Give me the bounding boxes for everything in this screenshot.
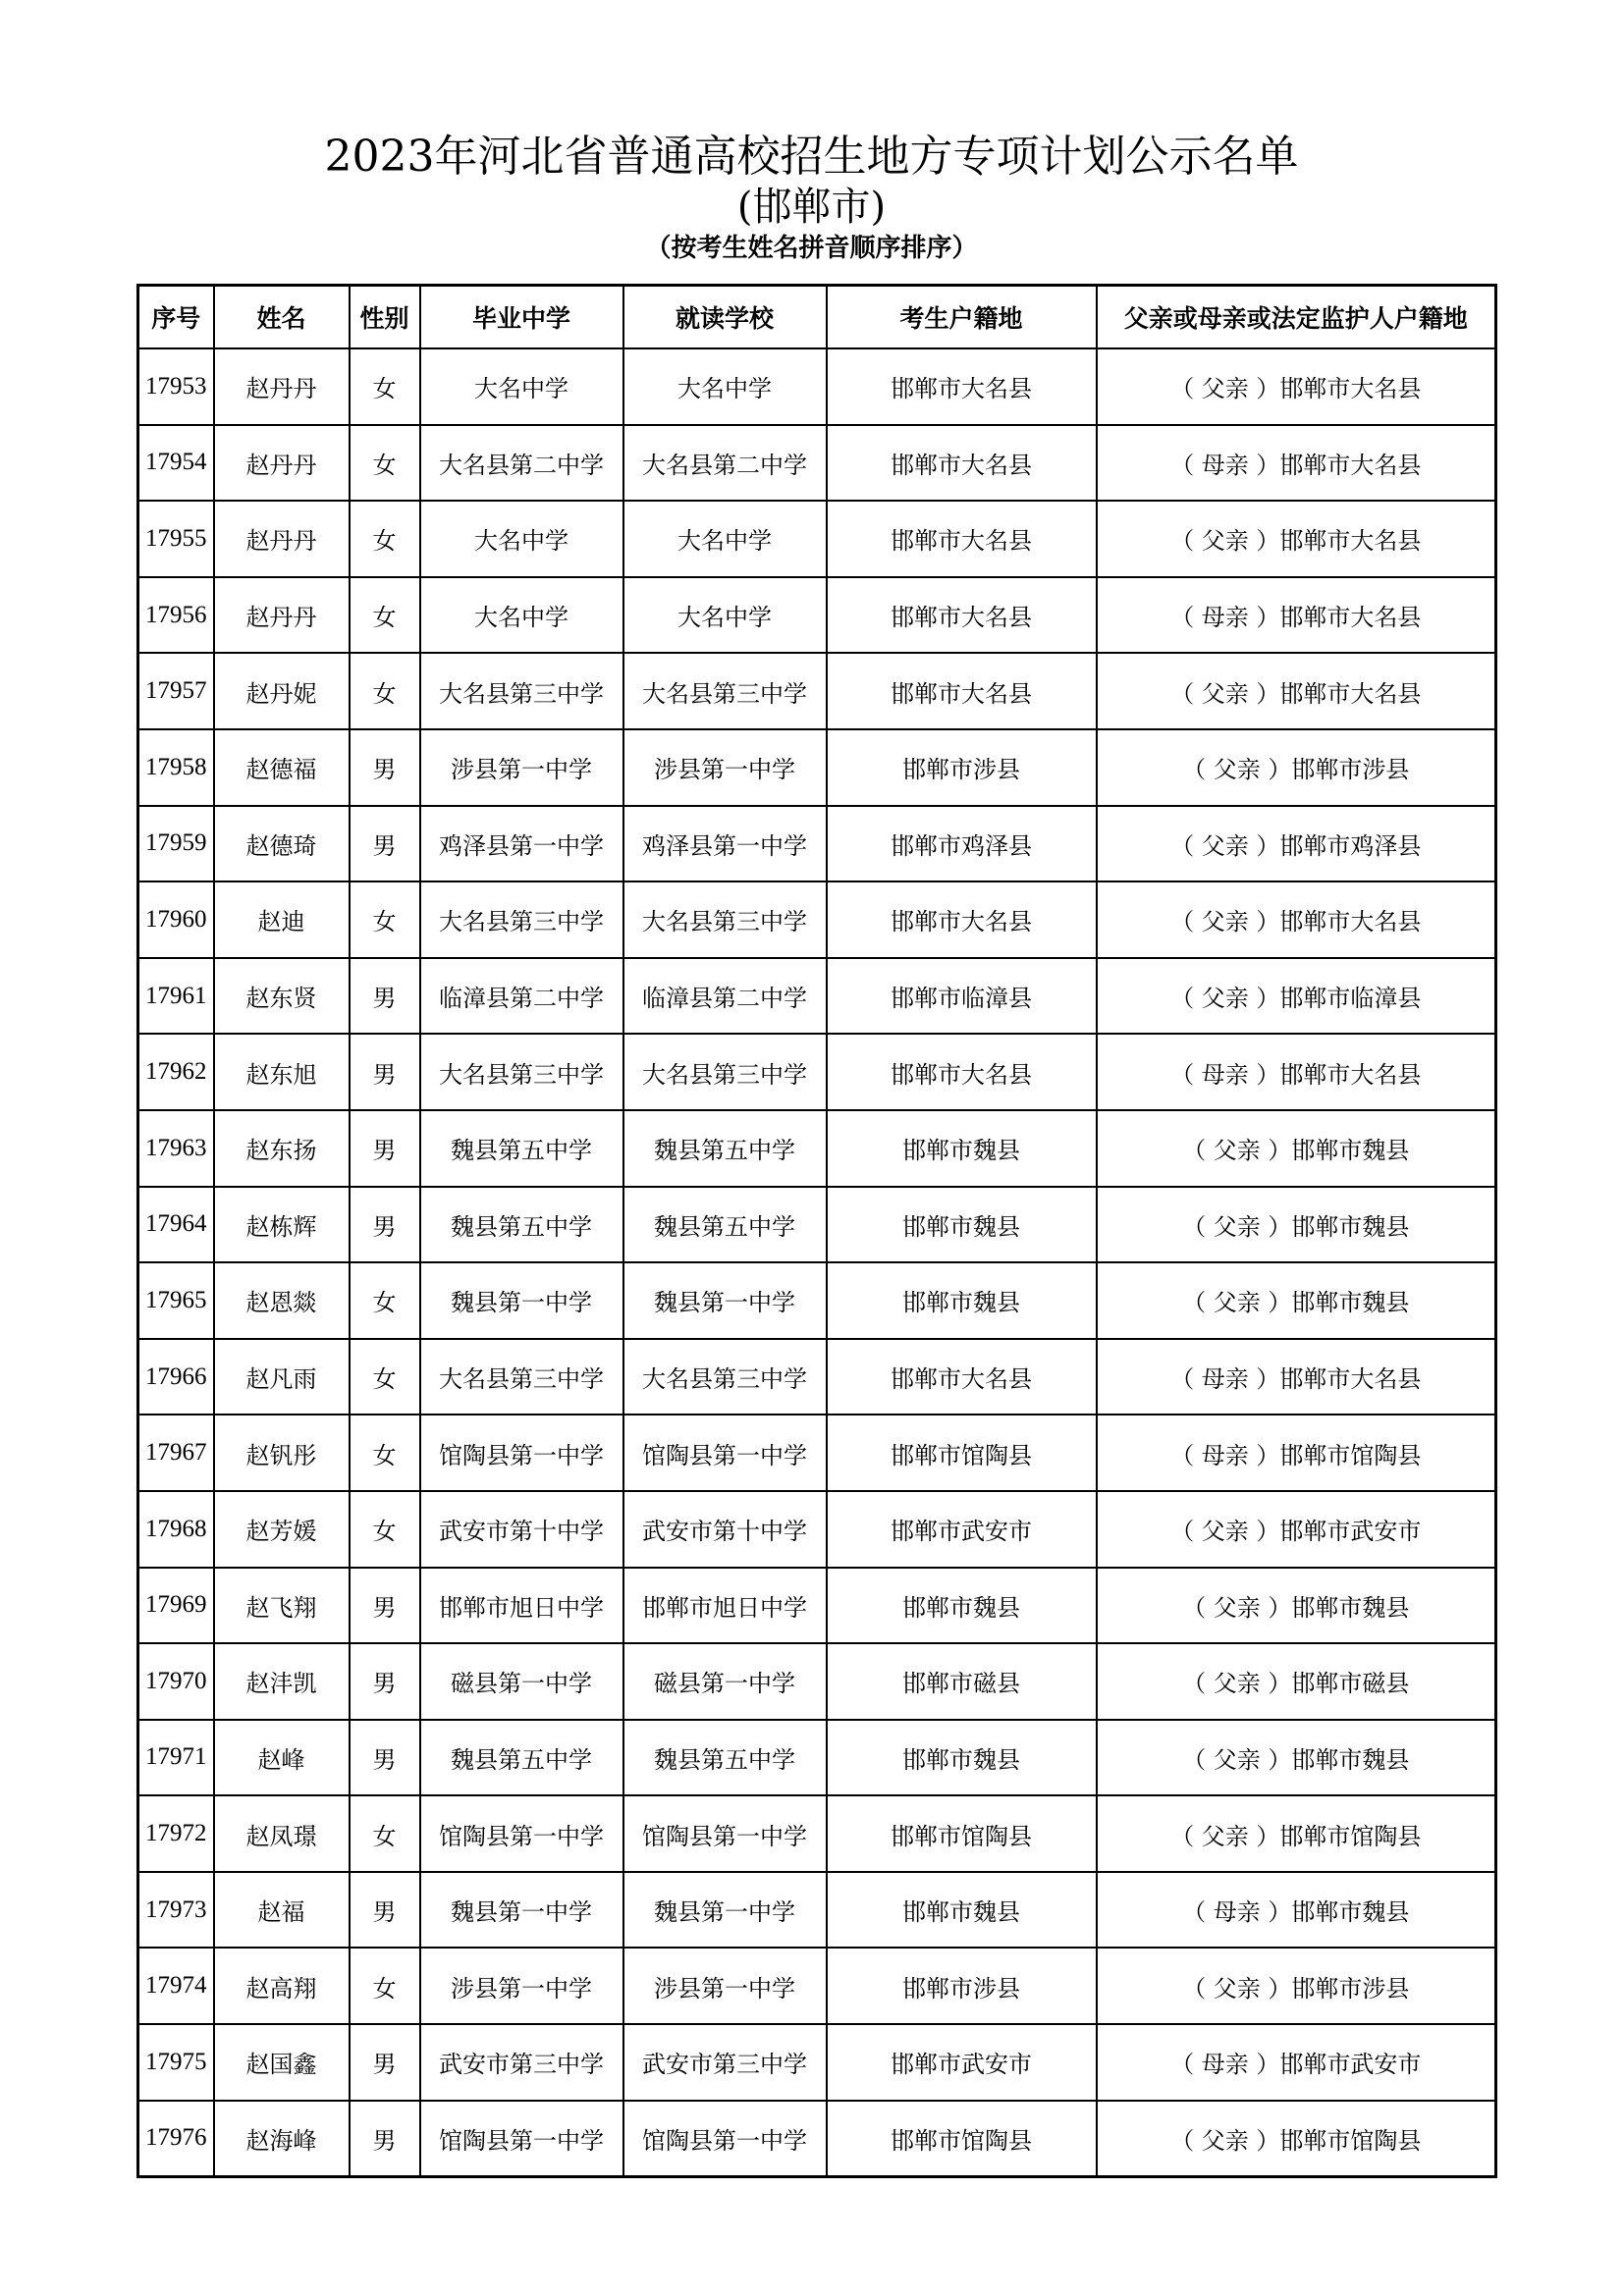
cell-id: 17967 <box>138 1415 214 1491</box>
cell-guardian: （ 父亲 ）邯郸市大名县 <box>1097 501 1496 577</box>
cell-id: 17975 <box>138 2024 214 2101</box>
cell-current-school: 武安市第三中学 <box>623 2024 827 2101</box>
cell-grad-school: 魏县第五中学 <box>420 1110 623 1187</box>
cell-gender: 女 <box>350 501 420 577</box>
cell-hukou: 邯郸市大名县 <box>827 1034 1097 1110</box>
cell-guardian: （ 母亲 ）邯郸市馆陶县 <box>1097 1415 1496 1491</box>
cell-name: 赵东旭 <box>214 1034 350 1110</box>
cell-guardian: （ 父亲 ）邯郸市武安市 <box>1097 1491 1496 1568</box>
cell-guardian: （ 父亲 ）邯郸市魏县 <box>1097 1110 1496 1187</box>
column-header-current-school: 就读学校 <box>623 286 827 349</box>
cell-hukou: 邯郸市涉县 <box>827 1948 1097 2024</box>
cell-gender: 女 <box>350 577 420 654</box>
cell-guardian: （ 父亲 ）邯郸市涉县 <box>1097 1948 1496 2024</box>
cell-gender: 女 <box>350 1491 420 1568</box>
cell-current-school: 邯郸市旭日中学 <box>623 1568 827 1644</box>
cell-id: 17974 <box>138 1948 214 2024</box>
table-row <box>138 729 1496 806</box>
cell-name: 赵丹丹 <box>214 577 350 654</box>
cell-guardian: （ 母亲 ）邯郸市大名县 <box>1097 1034 1496 1110</box>
cell-id: 17958 <box>138 729 214 806</box>
cell-id: 17973 <box>138 1872 214 1949</box>
cell-hukou: 邯郸市大名县 <box>827 881 1097 958</box>
cell-hukou: 邯郸市馆陶县 <box>827 2101 1097 2177</box>
cell-id: 17964 <box>138 1187 214 1263</box>
cell-grad-school: 馆陶县第一中学 <box>420 1795 623 1872</box>
cell-gender: 女 <box>350 1339 420 1415</box>
cell-guardian: （ 父亲 ）邯郸市魏县 <box>1097 1187 1496 1263</box>
cell-name: 赵海峰 <box>214 2101 350 2177</box>
cell-id: 17954 <box>138 425 214 502</box>
cell-grad-school: 大名县第三中学 <box>420 653 623 729</box>
cell-grad-school: 武安市第三中学 <box>420 2024 623 2101</box>
cell-current-school: 大名中学 <box>623 348 827 425</box>
cell-current-school: 临漳县第二中学 <box>623 958 827 1035</box>
cell-id: 17960 <box>138 881 214 958</box>
cell-id: 17956 <box>138 577 214 654</box>
cell-current-school: 大名县第三中学 <box>623 1339 827 1415</box>
table-row <box>138 1948 1496 2024</box>
cell-id: 17966 <box>138 1339 214 1415</box>
cell-guardian: （ 父亲 ）邯郸市馆陶县 <box>1097 1795 1496 1872</box>
cell-name: 赵东贤 <box>214 958 350 1035</box>
table-row <box>138 1795 1496 1872</box>
cell-guardian: （ 父亲 ）邯郸市魏县 <box>1097 1262 1496 1339</box>
table-row <box>138 1491 1496 1568</box>
cell-guardian: （ 父亲 ）邯郸市大名县 <box>1097 881 1496 958</box>
cell-guardian: （ 父亲 ）邯郸市涉县 <box>1097 729 1496 806</box>
column-header-hukou: 考生户籍地 <box>827 286 1097 349</box>
cell-current-school: 涉县第一中学 <box>623 729 827 806</box>
cell-gender: 男 <box>350 1110 420 1187</box>
column-header-gender: 性别 <box>350 286 420 349</box>
cell-gender: 男 <box>350 806 420 882</box>
cell-id: 17969 <box>138 1568 214 1644</box>
cell-gender: 男 <box>350 1568 420 1644</box>
cell-name: 赵国鑫 <box>214 2024 350 2101</box>
cell-name: 赵丹丹 <box>214 348 350 425</box>
cell-grad-school: 临漳县第二中学 <box>420 958 623 1035</box>
cell-name: 赵恩燚 <box>214 1262 350 1339</box>
cell-gender: 女 <box>350 1795 420 1872</box>
cell-name: 赵凤璟 <box>214 1795 350 1872</box>
cell-id: 17961 <box>138 958 214 1035</box>
cell-id: 17953 <box>138 348 214 425</box>
cell-id: 17968 <box>138 1491 214 1568</box>
column-header-grad-school: 毕业中学 <box>420 286 623 349</box>
cell-guardian: （ 父亲 ）邯郸市临漳县 <box>1097 958 1496 1035</box>
cell-hukou: 邯郸市魏县 <box>827 1262 1097 1339</box>
cell-gender: 女 <box>350 348 420 425</box>
cell-name: 赵飞翔 <box>214 1568 350 1644</box>
cell-guardian: （ 父亲 ）邯郸市大名县 <box>1097 348 1496 425</box>
table-row <box>138 958 1496 1035</box>
cell-id: 17971 <box>138 1720 214 1796</box>
cell-current-school: 大名县第三中学 <box>623 653 827 729</box>
cell-hukou: 邯郸市魏县 <box>827 1110 1097 1187</box>
cell-hukou: 邯郸市魏县 <box>827 1187 1097 1263</box>
cell-grad-school: 大名中学 <box>420 501 623 577</box>
cell-id: 17957 <box>138 653 214 729</box>
cell-grad-school: 涉县第一中学 <box>420 1948 623 2024</box>
cell-grad-school: 邯郸市旭日中学 <box>420 1568 623 1644</box>
cell-guardian: （ 父亲 ）邯郸市馆陶县 <box>1097 2101 1496 2177</box>
cell-name: 赵丹丹 <box>214 425 350 502</box>
cell-guardian: （ 母亲 ）邯郸市大名县 <box>1097 1339 1496 1415</box>
table-row <box>138 653 1496 729</box>
cell-guardian: （ 母亲 ）邯郸市大名县 <box>1097 425 1496 502</box>
table-row <box>138 1720 1496 1796</box>
cell-current-school: 魏县第一中学 <box>623 1872 827 1949</box>
cell-gender: 男 <box>350 1187 420 1263</box>
cell-current-school: 魏县第五中学 <box>623 1720 827 1796</box>
cell-name: 赵丹妮 <box>214 653 350 729</box>
cell-gender: 男 <box>350 958 420 1035</box>
cell-name: 赵峰 <box>214 1720 350 1796</box>
table-row <box>138 348 1496 425</box>
cell-hukou: 邯郸市魏县 <box>827 1568 1097 1644</box>
cell-hukou: 邯郸市临漳县 <box>827 958 1097 1035</box>
cell-current-school: 磁县第一中学 <box>623 1643 827 1720</box>
cell-guardian: （ 父亲 ）邯郸市魏县 <box>1097 1720 1496 1796</box>
cell-hukou: 邯郸市磁县 <box>827 1643 1097 1720</box>
cell-guardian: （ 父亲 ）邯郸市魏县 <box>1097 1568 1496 1644</box>
cell-grad-school: 魏县第一中学 <box>420 1872 623 1949</box>
cell-current-school: 大名县第三中学 <box>623 881 827 958</box>
cell-grad-school: 魏县第五中学 <box>420 1720 623 1796</box>
sort-note: （按考生姓名拼音顺序排序） <box>645 234 978 263</box>
cell-hukou: 邯郸市魏县 <box>827 1720 1097 1796</box>
cell-gender: 男 <box>350 1643 420 1720</box>
cell-gender: 女 <box>350 425 420 502</box>
cell-current-school: 涉县第一中学 <box>623 1948 827 2024</box>
cell-name: 赵东扬 <box>214 1110 350 1187</box>
page-subtitle-city: (邯郸市) <box>736 185 887 230</box>
table-body <box>138 348 1496 2177</box>
cell-hukou: 邯郸市大名县 <box>827 501 1097 577</box>
table-header-row <box>138 286 1496 349</box>
table-row <box>138 881 1496 958</box>
table-row <box>138 1415 1496 1491</box>
cell-name: 赵凡雨 <box>214 1339 350 1415</box>
cell-gender: 女 <box>350 1415 420 1491</box>
cell-hukou: 邯郸市武安市 <box>827 1491 1097 1568</box>
cell-hukou: 邯郸市馆陶县 <box>827 1415 1097 1491</box>
cell-current-school: 馆陶县第一中学 <box>623 1795 827 1872</box>
table-row <box>138 1187 1496 1263</box>
cell-grad-school: 武安市第十中学 <box>420 1491 623 1568</box>
cell-hukou: 邯郸市大名县 <box>827 653 1097 729</box>
cell-current-school: 大名县第二中学 <box>623 425 827 502</box>
cell-grad-school: 魏县第五中学 <box>420 1187 623 1263</box>
cell-guardian: （ 父亲 ）邯郸市鸡泽县 <box>1097 806 1496 882</box>
cell-grad-school: 大名县第二中学 <box>420 425 623 502</box>
cell-grad-school: 馆陶县第一中学 <box>420 1415 623 1491</box>
cell-gender: 女 <box>350 1262 420 1339</box>
cell-name: 赵福 <box>214 1872 350 1949</box>
cell-gender: 男 <box>350 2024 420 2101</box>
roster-table <box>136 284 1497 2178</box>
cell-grad-school: 大名县第三中学 <box>420 1339 623 1415</box>
table-row <box>138 806 1496 882</box>
table-row <box>138 2101 1496 2177</box>
cell-name: 赵迪 <box>214 881 350 958</box>
cell-hukou: 邯郸市大名县 <box>827 577 1097 654</box>
table-row <box>138 425 1496 502</box>
cell-grad-school: 鸡泽县第一中学 <box>420 806 623 882</box>
cell-current-school: 大名中学 <box>623 501 827 577</box>
cell-id: 17976 <box>138 2101 214 2177</box>
table-row <box>138 1110 1496 1187</box>
cell-current-school: 魏县第一中学 <box>623 1262 827 1339</box>
cell-grad-school: 大名县第三中学 <box>420 1034 623 1110</box>
cell-guardian: （ 父亲 ）邯郸市大名县 <box>1097 653 1496 729</box>
cell-current-school: 魏县第五中学 <box>623 1187 827 1263</box>
page-title: 2023年河北省普通高校招生地方专项计划公示名单 <box>324 132 1299 182</box>
cell-gender: 男 <box>350 1034 420 1110</box>
cell-id: 17955 <box>138 501 214 577</box>
cell-id: 17963 <box>138 1110 214 1187</box>
cell-name: 赵德琦 <box>214 806 350 882</box>
cell-hukou: 邯郸市大名县 <box>827 1339 1097 1415</box>
cell-name: 赵丹丹 <box>214 501 350 577</box>
cell-hukou: 邯郸市武安市 <box>827 2024 1097 2101</box>
column-header-name: 姓名 <box>214 286 350 349</box>
cell-gender: 女 <box>350 1948 420 2024</box>
cell-current-school: 大名中学 <box>623 577 827 654</box>
cell-id: 17959 <box>138 806 214 882</box>
cell-guardian: （ 母亲 ）邯郸市魏县 <box>1097 1872 1496 1949</box>
table-row <box>138 1872 1496 1949</box>
cell-gender: 男 <box>350 729 420 806</box>
table-row <box>138 501 1496 577</box>
cell-grad-school: 大名中学 <box>420 577 623 654</box>
cell-hukou: 邯郸市大名县 <box>827 348 1097 425</box>
cell-hukou: 邯郸市大名县 <box>827 425 1097 502</box>
table-row <box>138 1568 1496 1644</box>
cell-current-school: 大名县第三中学 <box>623 1034 827 1110</box>
cell-name: 赵德福 <box>214 729 350 806</box>
table-row <box>138 1262 1496 1339</box>
table-row <box>138 577 1496 654</box>
cell-name: 赵栋辉 <box>214 1187 350 1263</box>
cell-hukou: 邯郸市鸡泽县 <box>827 806 1097 882</box>
cell-hukou: 邯郸市魏县 <box>827 1872 1097 1949</box>
cell-name: 赵沣凯 <box>214 1643 350 1720</box>
cell-gender: 男 <box>350 2101 420 2177</box>
column-header-guardian: 父亲或母亲或法定监护人户籍地 <box>1097 286 1496 349</box>
column-header-id: 序号 <box>138 286 214 349</box>
table-row <box>138 2024 1496 2101</box>
cell-gender: 女 <box>350 881 420 958</box>
cell-name: 赵芳媛 <box>214 1491 350 1568</box>
cell-current-school: 馆陶县第一中学 <box>623 2101 827 2177</box>
table-row <box>138 1034 1496 1110</box>
cell-grad-school: 涉县第一中学 <box>420 729 623 806</box>
cell-grad-school: 磁县第一中学 <box>420 1643 623 1720</box>
cell-hukou: 邯郸市馆陶县 <box>827 1795 1097 1872</box>
cell-grad-school: 大名县第三中学 <box>420 881 623 958</box>
cell-guardian: （ 母亲 ）邯郸市大名县 <box>1097 577 1496 654</box>
cell-guardian: （ 父亲 ）邯郸市磁县 <box>1097 1643 1496 1720</box>
table-row <box>138 1643 1496 1720</box>
cell-gender: 男 <box>350 1720 420 1796</box>
cell-gender: 女 <box>350 653 420 729</box>
cell-name: 赵钒彤 <box>214 1415 350 1491</box>
cell-current-school: 鸡泽县第一中学 <box>623 806 827 882</box>
cell-gender: 男 <box>350 1872 420 1949</box>
cell-id: 17962 <box>138 1034 214 1110</box>
cell-current-school: 魏县第五中学 <box>623 1110 827 1187</box>
cell-id: 17970 <box>138 1643 214 1720</box>
cell-id: 17965 <box>138 1262 214 1339</box>
cell-guardian: （ 母亲 ）邯郸市武安市 <box>1097 2024 1496 2101</box>
cell-hukou: 邯郸市涉县 <box>827 729 1097 806</box>
cell-name: 赵高翔 <box>214 1948 350 2024</box>
cell-current-school: 馆陶县第一中学 <box>623 1415 827 1491</box>
cell-grad-school: 大名中学 <box>420 348 623 425</box>
cell-grad-school: 馆陶县第一中学 <box>420 2101 623 2177</box>
cell-grad-school: 魏县第一中学 <box>420 1262 623 1339</box>
cell-current-school: 武安市第十中学 <box>623 1491 827 1568</box>
table-row <box>138 1339 1496 1415</box>
cell-id: 17972 <box>138 1795 214 1872</box>
